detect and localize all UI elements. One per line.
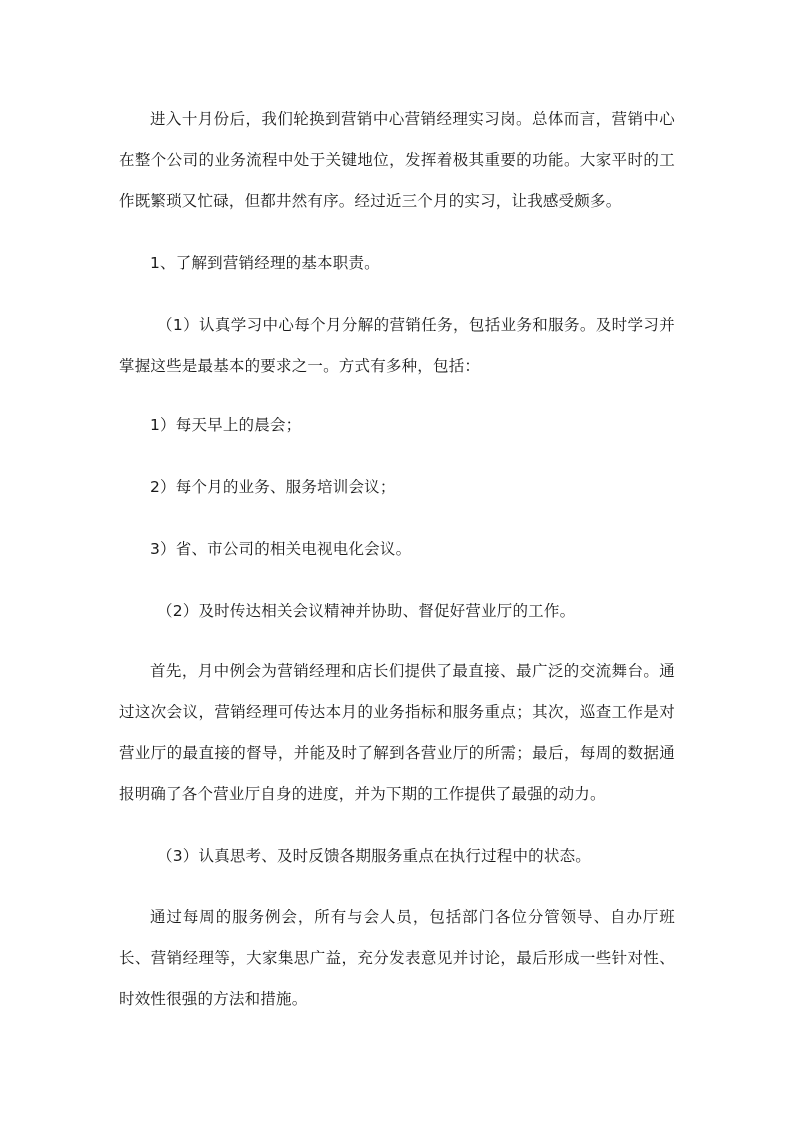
list-item-morning-meeting: 1）每天早上的晨会； [150,416,302,434]
paragraph-intro: 进入十月份后，我们轮换到营销中心营销经理实习岗。总体而言，营销中心在整个公司的业务流程中处于关键地位，发挥着极其重要的功能。大家平时的工作既繁琐又忙碌，但都井然有序。经过近三个月的实习，让我感受颇多。 [119,110,675,210]
list-item-monthly-training: 2）每个月的业务、服务培训会议； [150,478,396,496]
paragraph-item-1: （1）认真学习中心每个月分解的营销任务，包括业务和服务。及时学习并掌握这些是最基本的要求之一。方式有多种，包括： [119,316,675,375]
paragraph-weekly-meeting: 通过每周的服务例会，所有与会人员，包括部门各位分管领导、自办厅班长、营销经理等，大家集思广益，充分发表意见并讨论，最后形成一些针对性、时效性很强的方法和措施。 [119,908,675,1008]
heading-section-1: 1、了解到营销经理的基本职责。 [150,254,380,272]
paragraph-monthly-meeting: 首先，月中例会为营销经理和店长们提供了最直接、最广泛的交流舞台。通过这次会议，营销经理可传达本月的业务指标和服务重点；其次，巡查工作是对营业厅的最直接的督导，并能及时了解到各营业厅的所需；最后，每周的数据通报明确了各个营业厅自身的进度，并为下期的工作提供了最强的动力。 [119,662,675,803]
list-item-video-conference: 3）省、市公司的相关电视电化会议。 [150,540,412,558]
paragraph-item-2: （2）及时传达相关会议精神并协助、督促好营业厅的工作。 [157,602,576,620]
paragraph-item-3: （3）认真思考、及时反馈各期服务重点在执行过程中的状态。 [157,847,591,865]
